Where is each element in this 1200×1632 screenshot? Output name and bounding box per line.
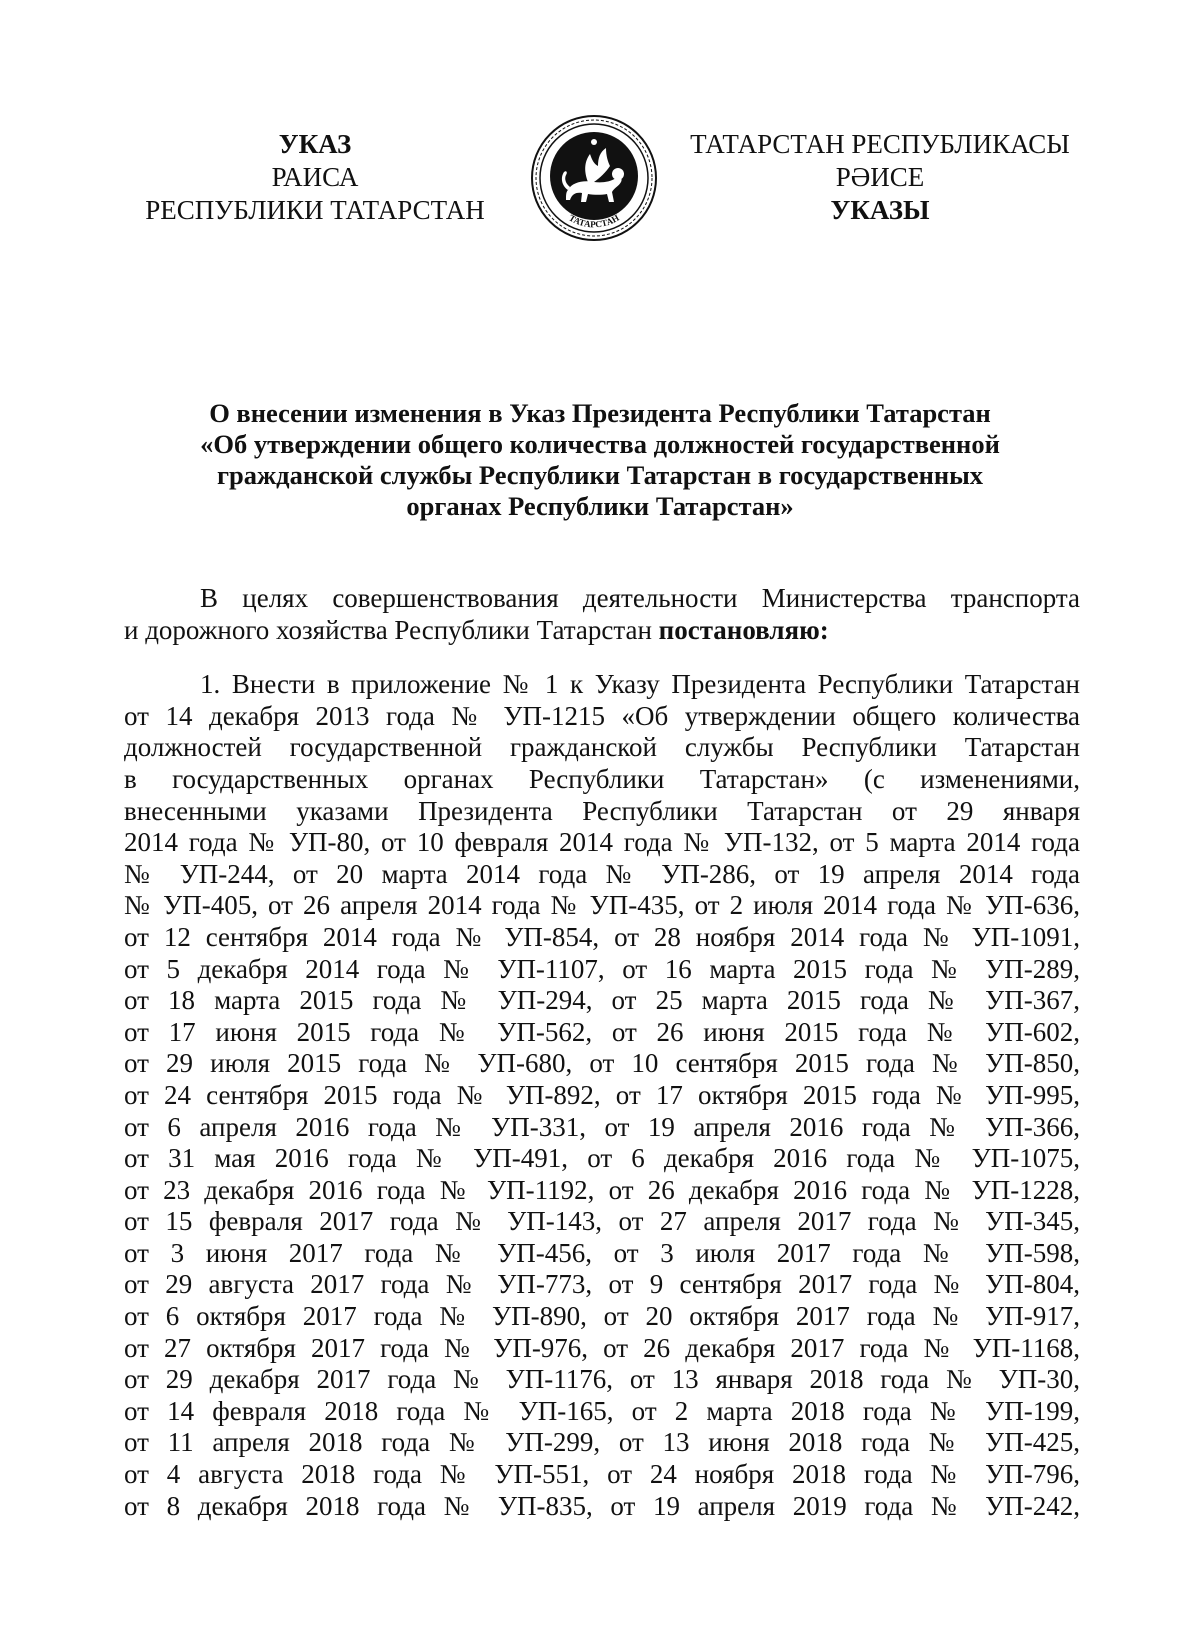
paragraph-1-line: 1. Внести в приложение № 1 к Указу Президента Республики Татарстан [200,669,1080,700]
paragraph-1-line: от 17 июня 2015 года № УП-562, от 26 июня 2015 года № УП-602, [124,1016,1080,1047]
paragraph-1-line: № УП-405, от 26 апреля 2014 года № УП-435, от 2 июля 2014 года № УП-636, [124,890,1080,921]
paragraph-1-line: от 8 декабря 2018 года № УП-835, от 19 апреля 2019 года № УП-242, [124,1490,1080,1521]
paragraph-1-line: от 14 февраля 2018 года № УП-165, от 2 марта 2018 года № УП-199, [124,1395,1080,1426]
intro-decree-word: постановляю: [658,614,829,645]
paragraph-1-line: № УП-244, от 20 марта 2014 года № УП-286, от 19 апреля 2014 года [124,858,1080,889]
paragraph-1-line: внесенными указами Президента Республики Татарстан от 29 января [124,795,1080,826]
paragraph-1-line: от 6 октября 2017 года № УП-890, от 20 октября 2017 года № УП-917, [124,1301,1080,1332]
intro-line-2-text: и дорожного хозяйства Республики Татарстан [124,614,659,645]
paragraph-1-line: от 29 июля 2015 года № УП-680, от 10 сентября 2015 года № УП-850, [124,1048,1080,1079]
paragraph-1 [124,669,1080,1522]
paragraph-1-line: от 31 мая 2016 года № УП-491, от 6 декабря 2016 года № УП-1075, [124,1143,1080,1174]
paragraph-1-line: от 29 августа 2017 года № УП-773, от 9 сентября 2017 года № УП-804, [124,1269,1080,1300]
paragraph-1-line: от 5 декабря 2014 года № УП-1107, от 16 марта 2015 года № УП-289, [124,953,1080,984]
emblem-ring-text: ТАТАРСТАН [567,212,621,230]
header-right-line-2: РӘИСЕ [835,162,925,192]
paragraph-1-line: от 23 декабря 2016 года № УП-1192, от 26 декабря 2016 года № УП-1228, [124,1174,1080,1205]
paragraph-1-line: от 15 февраля 2017 года № УП-143, от 27 апреля 2017 года № УП-345, [124,1206,1080,1237]
header-left-line-3: РЕСПУБЛИКИ ТАТАРСТАН [145,195,485,225]
title-line-2: «Об утверждении общего количества должностей государственной [200,429,1000,459]
header-left-line-1: УКАЗ [278,129,352,159]
header-right-line-1: ТАТАРСТАН РЕСПУБЛИКАСЫ [690,129,1070,159]
paragraph-1-line: должностей государственной гражданской службы Республики Татарстан [124,732,1080,763]
paragraph-1-line: от 4 августа 2018 года № УП-551, от 24 ноября 2018 года № УП-796, [124,1459,1080,1490]
paragraph-1-line: в государственных органах Республики Татарстан» (с изменениями, [124,763,1080,794]
header-left-russian [130,128,500,227]
paragraph-1-line: от 27 октября 2017 года № УП-976, от 26 декабря 2017 года № УП-1168, [124,1332,1080,1363]
header-right-line-3: УКАЗЫ [830,195,930,225]
paragraph-1-line: от 18 марта 2015 года № УП-294, от 25 марта 2015 года № УП-367, [124,985,1080,1016]
document-title [120,398,1080,522]
paragraph-1-line: от 11 апреля 2018 года № УП-299, от 13 июня 2018 года № УП-425, [124,1427,1080,1458]
paragraph-1-line: от 3 июня 2017 года № УП-456, от 3 июля 2017 года № УП-598, [124,1237,1080,1268]
title-line-4: органах Республики Татарстан» [406,491,794,521]
document-body [124,583,1080,1522]
tatarstan-coat-of-arms-icon [528,112,660,244]
intro-line-2 [124,615,1080,647]
paragraph-1-line: от 14 декабря 2013 года № УП-1215 «Об утверждении общего количества [124,700,1080,731]
paragraph-1-line: от 29 декабря 2017 года № УП-1176, от 13 января 2018 года № УП-30, [124,1364,1080,1395]
paragraph-1-line: от 12 сентября 2014 года № УП-854, от 28 ноября 2014 года № УП-1091, [124,921,1080,952]
intro-line-1: В целях совершенствования деятельности Министерства транспорта [200,583,1080,613]
header-right-tatar [680,128,1080,227]
paragraph-1-line: от 24 сентября 2015 года № УП-892, от 17 октября 2015 года № УП-995, [124,1079,1080,1110]
title-line-3: гражданской службы Республики Татарстан в государственных [216,460,984,490]
intro-paragraph [124,583,1080,646]
title-line-1: О внесении изменения в Указ Президента Республики Татарстан [209,398,991,428]
header-left-line-2: РАИСА [271,162,359,192]
paragraph-1-line: 2014 года № УП-80, от 10 февраля 2014 года № УП-132, от 5 марта 2014 года [124,827,1080,858]
paragraph-1-line: от 6 апреля 2016 года № УП-331, от 19 апреля 2016 года № УП-366, [124,1111,1080,1142]
